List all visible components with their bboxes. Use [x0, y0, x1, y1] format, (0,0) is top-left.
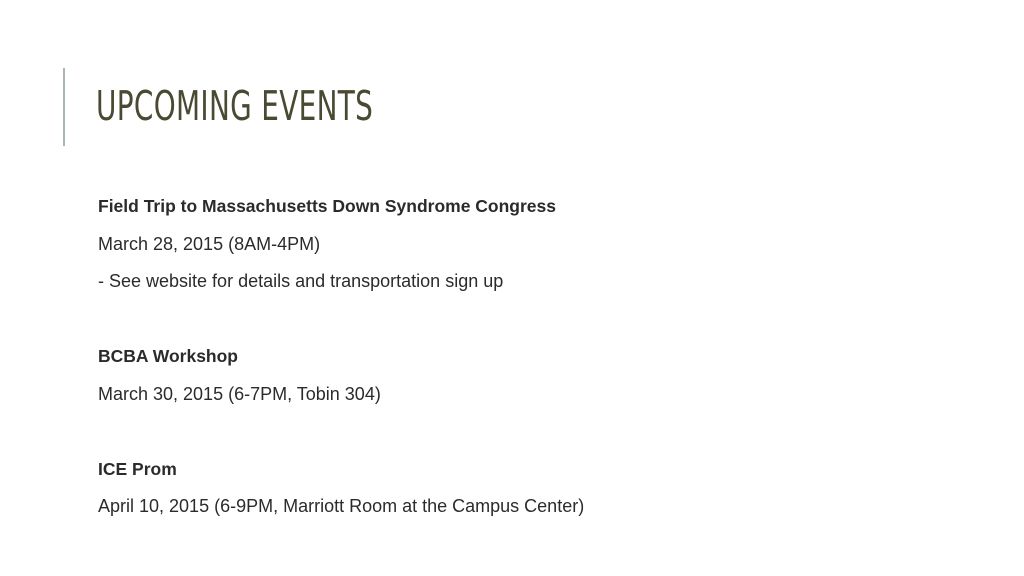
event-name: Field Trip to Massachusetts Down Syndrome Congress	[98, 196, 557, 216]
event-date: March 30, 2015 (6-7PM, Tobin 304)	[98, 383, 381, 404]
event-name: BCBA Workshop	[98, 346, 238, 366]
slide-title: UPCOMING EVENTS	[96, 82, 374, 130]
event-note: - See website for details and transportation sign up	[98, 271, 504, 291]
title-accent-bar	[63, 68, 65, 146]
event-item	[98, 453, 978, 528]
event-list	[98, 190, 978, 528]
event-item	[98, 340, 978, 415]
event-spacer	[98, 303, 978, 341]
event-date: April 10, 2015 (6-9PM, Marriott Room at the Campus Center)	[98, 496, 585, 516]
event-spacer	[98, 415, 978, 453]
event-name: ICE Prom	[98, 458, 177, 479]
event-item	[98, 190, 978, 303]
event-date: March 28, 2015 (8AM-4PM)	[98, 233, 321, 254]
